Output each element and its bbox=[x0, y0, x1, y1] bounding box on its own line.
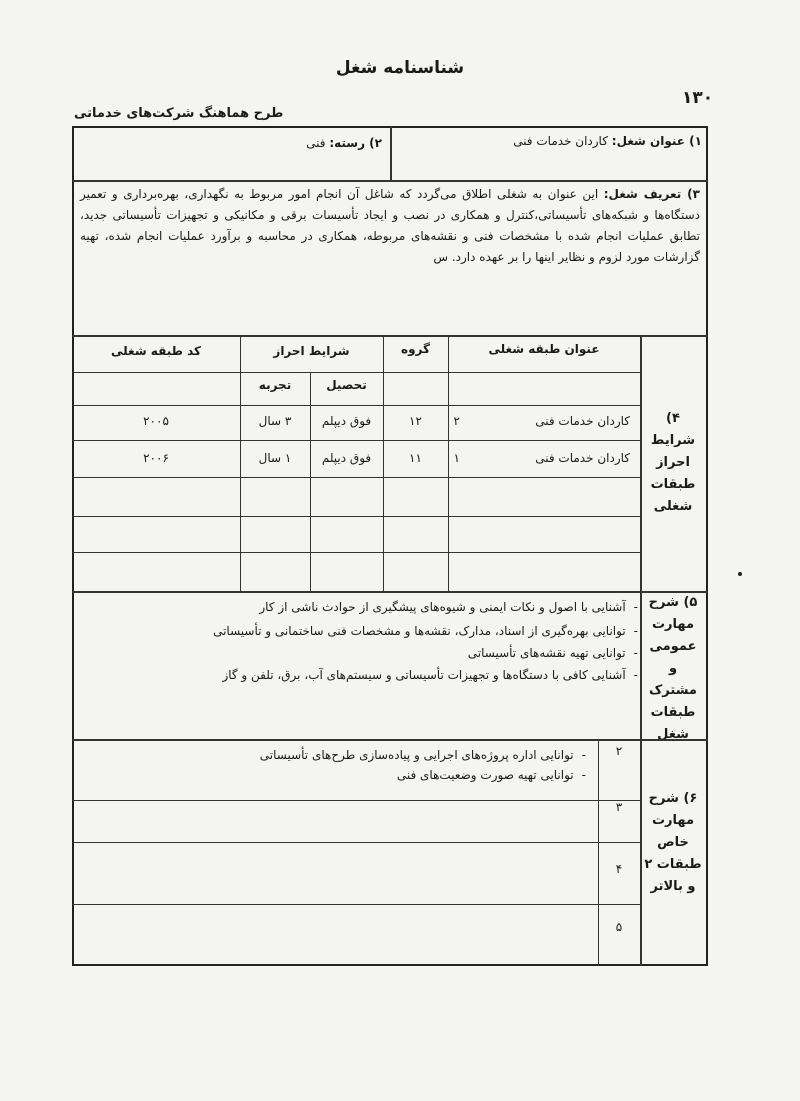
job-title-field bbox=[513, 134, 702, 148]
table-row-divider bbox=[72, 440, 640, 441]
row1-education: فوق دیپلم bbox=[321, 414, 372, 428]
row2-level: ۱ bbox=[453, 451, 460, 465]
level-3-number: ۳ bbox=[615, 800, 623, 814]
list-item: -توانایی تهیه نقشه‌های تأسیساتی bbox=[467, 646, 638, 660]
row2-code: ۲۰۰۶ bbox=[143, 451, 169, 465]
row2-education: فوق دیپلم bbox=[321, 451, 372, 465]
header-experience: تجربه bbox=[258, 378, 292, 392]
table-row-divider bbox=[383, 372, 640, 373]
level-row-divider bbox=[72, 800, 640, 801]
job-category-value: فنی bbox=[306, 136, 326, 150]
level-row-divider bbox=[72, 904, 640, 905]
row1-code: ۲۰۰۵ bbox=[143, 414, 169, 428]
header-education: تحصیل bbox=[326, 378, 367, 392]
section-label-divider bbox=[640, 591, 642, 739]
page-title: شناسنامه شغل bbox=[335, 58, 465, 78]
level-4-number: ۴ bbox=[615, 862, 623, 876]
job-definition bbox=[80, 184, 700, 268]
definition-text: این عنوان به شغلی اطلاق می‌گردد که شاغل آن انجام امور مربوط به نگهداری، بهره‌برداری و تعمیر دستگاه‌ها و شبکه‌های تأسیساتی،کنترل و همکاری در نصب و ایجاد تأسیسات برقی و مکانیکی و تجهیزات تأسیساتی جدید، تطابق عملیات انجام شده با مشخصات فنی و نقشه‌های مربوطه، همکاری در محاسبه و برآورد عملیات انجام شده، تهیه گزارشات مورد لزوم و نظایر اینها را بر عهده دارد. س bbox=[80, 187, 700, 264]
table-row-divider bbox=[72, 405, 640, 406]
row2-group: ۱۱ bbox=[409, 451, 422, 465]
definition-label: ۳) تعریف شغل: bbox=[603, 187, 700, 201]
table-row-divider bbox=[72, 477, 640, 478]
section-label-divider bbox=[640, 335, 642, 591]
row-divider bbox=[72, 591, 708, 593]
list-item: -آشنایی کافی با دستگاه‌ها و تجهیزات تأسیساتی و سیستم‌های آب، برق، تلفن و گاز bbox=[222, 668, 638, 682]
general-skills-section-label: ۵) شرح مهارت عمومی و مشترک طبقات شغل bbox=[648, 595, 698, 742]
header-conditions: شرایط احراز bbox=[273, 344, 350, 358]
row1-group: ۱۲ bbox=[409, 414, 422, 428]
table-row-divider bbox=[72, 516, 640, 517]
page-number: ۱۳۰ bbox=[682, 88, 714, 108]
header-class-title: عنوان طبقه شغلی bbox=[488, 342, 600, 356]
list-item: -توانایی بهره‌گیری از اسناد، مدارک، نقشه‌ها و مشخصات فنی ساختمانی و تأسیساتی bbox=[213, 624, 638, 638]
column-divider bbox=[390, 126, 392, 180]
table-row-divider bbox=[240, 372, 383, 373]
row1-experience: ۳ سال bbox=[258, 414, 292, 428]
header-class-code: کد طبقه شغلی bbox=[111, 344, 201, 358]
job-title-value: کاردان خدمات فنی bbox=[513, 134, 608, 148]
list-item: -آشنایی با اصول و نکات ایمنی و شیوه‌های پیشگیری از حوادث ناشی از کار bbox=[259, 600, 638, 614]
job-title-label: ۱) عنوان شغل: bbox=[611, 134, 702, 148]
organization-name: طرح هماهنگ شرکت‌های خدماتی bbox=[74, 106, 284, 121]
margin-mark bbox=[738, 572, 742, 576]
list-item: -توانایی تهیه صورت وضعیت‌های فنی bbox=[396, 768, 586, 782]
table-row-divider bbox=[72, 552, 640, 553]
qualifications-section-label: ۴) شرایط احراز طبقات شغلی bbox=[650, 411, 696, 514]
level-5-number: ۵ bbox=[615, 920, 623, 934]
table-row-divider bbox=[72, 372, 240, 373]
row-divider bbox=[72, 180, 708, 182]
job-category-field bbox=[306, 136, 382, 150]
row2-experience: ۱ سال bbox=[258, 451, 292, 465]
row1-level: ۲ bbox=[453, 414, 460, 428]
section-label-divider bbox=[640, 739, 642, 966]
level-2-number: ۲ bbox=[615, 744, 623, 758]
job-category-label: ۲) رسته: bbox=[329, 136, 382, 150]
row2-title: کاردان خدمات فنی bbox=[535, 451, 630, 465]
specific-skills-section-label: ۶) شرح مهارت خاص طبقات ۲ و بالاتر bbox=[644, 791, 702, 894]
row-divider bbox=[72, 739, 708, 741]
level-row-divider bbox=[72, 842, 640, 843]
row1-title: کاردان خدمات فنی bbox=[535, 414, 630, 428]
row-divider bbox=[72, 335, 708, 337]
list-item: -توانایی اداره پروژه‌های اجرایی و پیاده‌سازی طرح‌های تأسیساتی bbox=[259, 748, 586, 762]
header-group: گروه bbox=[401, 342, 430, 356]
